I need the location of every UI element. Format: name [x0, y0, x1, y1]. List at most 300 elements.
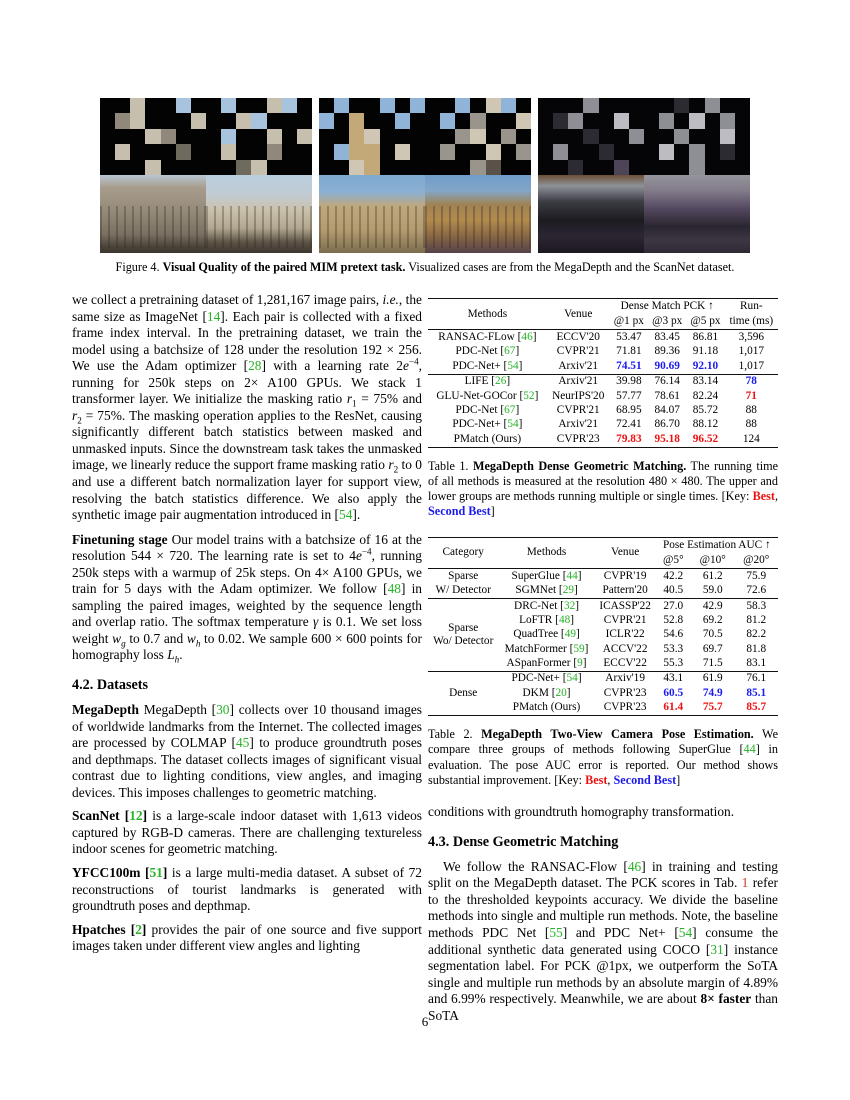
- text-segment: we collect a pretraining dataset of 1,281,167 image pairs,: [72, 292, 383, 307]
- mask-patch: [440, 129, 455, 144]
- venue-cell: NeurIPS'20: [552, 389, 605, 402]
- value-cell: 39.98: [610, 374, 648, 389]
- text-segment: h: [174, 655, 180, 666]
- text-segment: 55: [549, 924, 563, 940]
- visible-patch: [364, 160, 379, 175]
- mask-patch: [176, 160, 191, 175]
- mask-patch: [145, 144, 160, 159]
- mask-patch: [705, 113, 720, 128]
- value-cell: 3,596: [738, 331, 765, 343]
- masked-image-pair: [100, 98, 312, 175]
- col-subheader: @20°: [743, 553, 770, 566]
- visible-patch: [553, 113, 568, 128]
- value-cell: 70.5: [702, 628, 723, 641]
- text-segment: 30: [216, 702, 230, 718]
- text-segment: 45: [235, 735, 250, 751]
- visible-patch: [614, 160, 629, 175]
- visible-patch: [455, 98, 470, 113]
- text-segment: r: [388, 457, 394, 473]
- text-segment: MegaDepth Two-View Camera Pose Estimation.: [481, 727, 754, 742]
- method-name: ASpanFormer: [506, 657, 571, 670]
- element: [428, 299, 778, 330]
- masked-image-pair: [538, 98, 750, 175]
- mask-patch: [380, 113, 395, 128]
- text-segment: , running for 250k steps on 2× A100 GPUs. We stack 1 transformer layer. We initialize the masking ratio: [72, 358, 422, 407]
- value-cell: 69.7: [702, 642, 723, 655]
- mask-patch: [100, 129, 115, 144]
- method-cell: SGMNet [29]: [515, 584, 578, 597]
- method-cell: DKM [20]: [522, 686, 571, 699]
- value-cell: 54.6: [663, 628, 684, 641]
- dataset-paragraph: [72, 922, 422, 955]
- mask-patch: [161, 160, 176, 175]
- mask-patch: [644, 129, 659, 144]
- text-segment: YFCC100m [: [72, 864, 150, 880]
- mask-patch: [319, 144, 334, 159]
- value-cell: 55.3: [663, 657, 684, 670]
- value-cell: 81.8: [746, 642, 767, 655]
- mask-patch: [425, 98, 440, 113]
- text-segment: ] collects over 10 thousand images of worldwide landmarks from the Internet. The collected images are processed by COLMAP [: [72, 702, 423, 751]
- value-cell: 69.2: [702, 613, 723, 626]
- visible-patch: [130, 113, 145, 128]
- visible-patch: [267, 129, 282, 144]
- visible-patch: [501, 98, 516, 113]
- paragraph-finetuning: [72, 532, 422, 664]
- visible-patch: [115, 144, 130, 159]
- text-segment: 2: [77, 415, 82, 426]
- mask-patch: [599, 129, 614, 144]
- text-segment: g: [121, 638, 126, 649]
- table-row: [428, 569, 778, 584]
- method-name: DKM: [522, 686, 549, 699]
- page-number: 6: [421, 1014, 429, 1029]
- reconstructed-image: [538, 175, 644, 253]
- table-1: [428, 298, 778, 448]
- visible-patch: [282, 98, 297, 113]
- masked-image: [538, 98, 644, 175]
- mask-patch: [455, 113, 470, 128]
- element: [428, 537, 778, 553]
- mask-patch: [410, 160, 425, 175]
- visible-patch: [553, 144, 568, 159]
- text-segment: ] instance segmentation label. For PCK @1px, we outperform the SoTA single and multiple run methods by an absolute margin of 4.89% and 6.99% respectively. Meanwhile, we are about: [428, 941, 778, 1007]
- value-cell: 95.18: [654, 432, 680, 445]
- mask-patch: [501, 144, 516, 159]
- mask-patch: [425, 160, 440, 175]
- mask-patch: [364, 98, 379, 113]
- text-segment: ] in sampling the paired images, weighted by the sequence length and overlap ratio. The softmax temperature: [72, 581, 422, 630]
- mask-patch: [689, 98, 704, 113]
- value-cell: 57.77: [616, 389, 642, 402]
- mask-patch: [674, 160, 689, 175]
- paragraph-dense-matching: [428, 859, 778, 1024]
- mask-patch: [410, 113, 425, 128]
- venue-cell: CVPR'21: [556, 345, 600, 358]
- citation: 54: [507, 359, 519, 372]
- mask-patch: [553, 98, 568, 113]
- visible-patch: [395, 113, 410, 128]
- mask-patch: [735, 129, 750, 144]
- visible-patch: [161, 129, 176, 144]
- visible-patch: [267, 98, 282, 113]
- visible-patch: [221, 98, 236, 113]
- visible-patch: [145, 160, 160, 175]
- section-heading-4-3: 4.3. Dense Geometric Matching: [428, 833, 619, 850]
- citation: 52: [523, 389, 535, 402]
- method-cell: ASpanFormer [9]: [506, 657, 587, 670]
- text-segment: 54: [339, 507, 353, 523]
- visible-patch: [176, 98, 191, 113]
- method-name: QuadTree: [513, 628, 559, 641]
- element: [428, 330, 778, 447]
- text-segment: Visual Quality of the paired MIM pretext task.: [162, 260, 406, 274]
- value-cell: 68.95: [616, 403, 642, 416]
- visible-patch: [659, 113, 674, 128]
- method-name: MatchFormer: [504, 642, 567, 655]
- text-segment: , the same size as ImageNet [: [72, 292, 422, 324]
- text-segment: w: [186, 630, 196, 646]
- mask-patch: [380, 144, 395, 159]
- visible-patch: [349, 144, 364, 159]
- visible-patch: [364, 129, 379, 144]
- mask-patch: [380, 129, 395, 144]
- method-name: PDC-Net: [455, 403, 498, 416]
- visible-patch: [486, 144, 501, 159]
- visible-patch: [516, 144, 531, 159]
- table-row: [428, 432, 778, 447]
- value-cell: 76.14: [648, 374, 686, 389]
- mask-patch: [614, 98, 629, 113]
- value-cell: 83.14: [686, 374, 724, 389]
- mask-patch: [501, 160, 516, 175]
- venue-cell: Pattern'20: [602, 584, 648, 597]
- table-2: [428, 537, 778, 716]
- value-cell: 40.5: [663, 584, 684, 597]
- masked-image: [425, 98, 531, 175]
- col-header-category: Category: [442, 546, 484, 559]
- visible-patch: [319, 113, 334, 128]
- mask-patch: [145, 98, 160, 113]
- mask-patch: [115, 98, 130, 113]
- method-cell: PDC-Net [67]: [455, 345, 520, 358]
- mask-patch: [115, 129, 130, 144]
- mask-patch: [568, 144, 583, 159]
- text-segment: ] in training and testing split on the MegaDepth dataset. The PCK scores in Tab.: [428, 858, 778, 891]
- visible-patch: [349, 160, 364, 175]
- value-cell: 61.4: [663, 701, 684, 714]
- citation: 54: [507, 418, 519, 431]
- value-cell: 91.18: [692, 345, 719, 358]
- mask-patch: [100, 113, 115, 128]
- table-1-caption: [428, 459, 778, 520]
- visible-patch: [470, 129, 485, 144]
- mask-patch: [161, 98, 176, 113]
- mask-patch: [553, 129, 568, 144]
- mask-patch: [440, 98, 455, 113]
- text-segment: 31: [710, 941, 724, 957]
- value-cell: 92.10: [692, 359, 719, 372]
- reconstructed-image: [206, 175, 312, 253]
- mask-patch: [455, 144, 470, 159]
- table-row: [428, 418, 778, 432]
- mask-patch: [334, 129, 349, 144]
- value-cell: 71.81: [616, 345, 642, 358]
- method-name: GLU-Net-GOCor: [436, 389, 517, 402]
- mask-patch: [191, 144, 206, 159]
- venue-cell: CVPR'21: [603, 613, 647, 626]
- visible-patch: [568, 160, 583, 175]
- text-segment: e: [355, 548, 362, 564]
- value-cell: 124: [742, 432, 760, 445]
- table-2-wrap: [428, 537, 778, 716]
- visible-patch: [236, 160, 251, 175]
- value-cell: 43.1: [656, 671, 691, 686]
- text-segment: ]: [162, 864, 168, 880]
- text-segment: The running time of all methods is measured at the resolution 480 × 480. The upper and lower groups are methods running multiple or single times. [Key:: [428, 458, 778, 504]
- mask-patch: [145, 113, 160, 128]
- text-segment: provides the pair of one source and five support images taken under different view angles and lighting: [72, 921, 422, 954]
- text-segment: to 0 and use a different batch normalization layer for support view, resolving the batch statistics difference. We also apply the synthetic image pair augmentation introduced in [: [72, 457, 422, 523]
- visible-patch: [440, 144, 455, 159]
- mask-patch: [206, 98, 221, 113]
- venue-cell: ECCV'22: [603, 657, 647, 670]
- value-cell: 53.3: [663, 642, 684, 655]
- dataset-paragraph: [72, 702, 422, 801]
- mask-patch: [516, 98, 531, 113]
- masked-image-pair: [319, 98, 531, 175]
- text-segment: h: [195, 638, 201, 649]
- text-segment: Hpatches [: [72, 921, 136, 937]
- mask-patch: [297, 113, 312, 128]
- figure-4: [100, 98, 750, 253]
- text-segment: 54: [678, 924, 693, 940]
- col-header-auc-group: Pose Estimation AUC ↑: [662, 538, 771, 551]
- mask-patch: [516, 129, 531, 144]
- visible-patch: [470, 160, 485, 175]
- venue-cell: Arxiv'19: [595, 671, 656, 686]
- text-segment: 14: [206, 308, 221, 324]
- mask-patch: [282, 113, 297, 128]
- visible-patch: [583, 98, 598, 113]
- text-segment: = 75% and: [356, 391, 422, 407]
- text-segment: −4: [361, 546, 372, 557]
- element: [428, 537, 778, 568]
- mask-patch: [553, 160, 568, 175]
- col-subheader: @10°: [699, 553, 726, 566]
- value-cell: 71: [745, 389, 757, 402]
- value-cell: 78.61: [654, 389, 680, 402]
- reconstructed-image-pair: [538, 175, 750, 253]
- table-row: [428, 389, 778, 403]
- category-cell: Dense: [428, 671, 498, 715]
- value-cell: 82.24: [692, 389, 719, 402]
- dataset-paragraph: [72, 865, 422, 915]
- mask-patch: [380, 160, 395, 175]
- text-segment: Our model trains with a batchsize of 16 at the resolution 544 × 720. The learning rate is set to 4: [72, 531, 423, 564]
- citation: 29: [562, 584, 574, 597]
- mask-patch: [364, 113, 379, 128]
- venue-cell: Arxiv'21: [547, 374, 610, 389]
- mask-patch: [659, 98, 674, 113]
- visible-patch: [486, 160, 501, 175]
- reconstructed-image: [425, 175, 531, 253]
- mask-patch: [614, 144, 629, 159]
- col-header-venue: Venue: [564, 307, 593, 320]
- method-name: RANSAC-FLow: [438, 331, 515, 343]
- mask-patch: [735, 160, 750, 175]
- mask-patch: [720, 98, 735, 113]
- mask-patch: [115, 160, 130, 175]
- mask-patch: [486, 129, 501, 144]
- text-segment: r: [72, 407, 78, 423]
- mask-patch: [629, 98, 644, 113]
- method-name: PDC-Net+: [452, 359, 501, 372]
- text-segment: w: [112, 630, 122, 646]
- text-segment: Table 2.: [428, 727, 482, 742]
- citation: 46: [521, 331, 533, 343]
- paragraph-continuation: conditions with groundtruth homography transformation.: [428, 804, 735, 820]
- text-segment: Best: [585, 772, 608, 787]
- text-segment: e: [402, 358, 409, 374]
- mask-patch: [599, 113, 614, 128]
- text-segment: ]. Each pair is collected with a fixed frame index interval. In the pretraining dataset, we train the model using a batchsize of 128 under the resolution 192 × 256. We use the Adam optimizer [: [72, 308, 422, 374]
- paragraph-pretraining: [72, 292, 422, 524]
- mask-patch: [470, 144, 485, 159]
- text-segment: ]: [141, 921, 147, 937]
- mask-patch: [659, 160, 674, 175]
- col-header-runtime-1: Run-: [740, 300, 763, 312]
- mask-patch: [297, 144, 312, 159]
- text-segment: ]: [490, 504, 495, 519]
- mask-patch: [674, 144, 689, 159]
- value-cell: 27.0: [656, 598, 691, 613]
- venue-cell: ICLR'22: [605, 628, 645, 641]
- mask-patch: [470, 98, 485, 113]
- visible-patch: [251, 113, 266, 128]
- visible-patch: [130, 98, 145, 113]
- reconstructed-image-pair: [319, 175, 531, 253]
- table-row: [428, 403, 778, 417]
- visible-patch: [599, 144, 614, 159]
- mask-patch: [130, 129, 145, 144]
- method-cell: SuperGlue [44]: [511, 569, 582, 582]
- text-segment: ] consume the additional synthetic data generated using COCO [: [428, 924, 779, 957]
- mask-patch: [689, 129, 704, 144]
- text-segment: We follow the RANSAC-Flow [: [443, 858, 628, 874]
- visible-patch: [380, 98, 395, 113]
- reconstructed-image-pair: [100, 175, 312, 253]
- value-cell: 86.70: [654, 418, 680, 431]
- mask-patch: [236, 144, 251, 159]
- visible-patch: [145, 129, 160, 144]
- value-cell: 82.2: [746, 628, 767, 641]
- venue-cell: CVPR'23: [603, 701, 647, 714]
- text-segment: = 75%. The masking operation applies to the ResNet, causing significantly different batch statistics between masked and unmasked inputs. Since the downstream task takes the unmasked image, we linearly reduce the support frame masking ratio: [72, 407, 422, 473]
- citation: 32: [563, 599, 576, 612]
- masked-image: [319, 98, 425, 175]
- value-cell: 1,017: [738, 359, 765, 372]
- citation: 67: [504, 403, 516, 416]
- text-segment: 1: [741, 875, 749, 891]
- visible-patch: [115, 113, 130, 128]
- table-1-wrap: [428, 298, 778, 448]
- visible-patch: [349, 113, 364, 128]
- method-name: PDC-Net+: [511, 672, 560, 685]
- visible-patch: [297, 129, 312, 144]
- text-segment: ]: [142, 808, 148, 824]
- table-row: [428, 345, 778, 359]
- visible-patch: [689, 113, 704, 128]
- mask-patch: [319, 98, 334, 113]
- mask-patch: [334, 160, 349, 175]
- method-cell: [498, 701, 594, 716]
- text-segment: i.e.: [382, 292, 399, 307]
- figure-panel-scannet-pair: [538, 98, 750, 253]
- right-column: [428, 292, 778, 1024]
- text-segment: Finetuning stage: [72, 531, 168, 547]
- visible-patch: [410, 98, 425, 113]
- visible-patch: [659, 144, 674, 159]
- mask-patch: [267, 113, 282, 128]
- value-cell: 60.5: [663, 686, 684, 699]
- method-name: PDC-Net+: [452, 418, 501, 431]
- mask-patch: [735, 98, 750, 113]
- venue-cell: CVPR'19: [603, 569, 647, 582]
- mask-patch: [425, 113, 440, 128]
- venue-cell: CVPR'21: [556, 403, 600, 416]
- mask-patch: [282, 160, 297, 175]
- visible-patch: [705, 98, 720, 113]
- col-subheader: @3 px: [652, 315, 683, 328]
- visible-patch: [674, 129, 689, 144]
- section-heading-4-2: 4.2. Datasets: [72, 677, 149, 694]
- venue-cell: CVPR'23: [556, 432, 600, 445]
- mask-patch: [516, 160, 531, 175]
- col-header-pck-group: Dense Match PCK ↑: [620, 300, 714, 312]
- category-cell: Sparse W/ Detector: [435, 570, 491, 596]
- citation: 59: [573, 642, 585, 655]
- citation: 20: [555, 686, 567, 699]
- mask-patch: [568, 98, 583, 113]
- text-segment: r: [346, 391, 353, 407]
- text-segment: ].: [352, 507, 361, 523]
- text-segment: Best: [752, 489, 775, 504]
- mask-patch: [297, 160, 312, 175]
- value-cell: 88: [745, 418, 757, 431]
- visible-patch: [720, 113, 735, 128]
- text-segment: to 0.7 and: [125, 630, 187, 646]
- reconstructed-image: [644, 175, 750, 253]
- text-segment: .: [179, 647, 183, 663]
- value-cell: 42.9: [691, 598, 734, 613]
- figure-panel-megadepth-pair-2: [319, 98, 531, 253]
- visible-patch: [720, 144, 735, 159]
- visible-patch: [334, 144, 349, 159]
- mask-patch: [410, 144, 425, 159]
- text-segment: MegaDepth: [72, 702, 139, 718]
- value-cell: 85.7: [746, 701, 767, 714]
- mask-patch: [176, 129, 191, 144]
- mask-patch: [425, 144, 440, 159]
- reconstructed-image: [319, 175, 425, 253]
- venue-cell: CVPR'23: [603, 686, 647, 699]
- visible-patch: [674, 98, 689, 113]
- mask-patch: [130, 144, 145, 159]
- mask-patch: [644, 98, 659, 113]
- mask-patch: [206, 113, 221, 128]
- left-column: [72, 292, 422, 955]
